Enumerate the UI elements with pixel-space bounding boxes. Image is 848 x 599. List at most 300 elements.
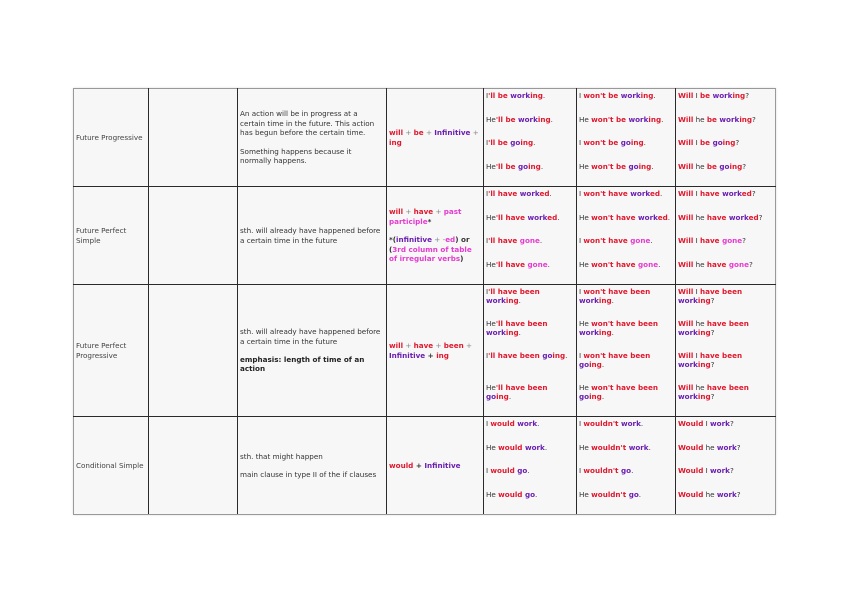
text-segment: Infinitive — [424, 460, 461, 470]
text-segment: . — [658, 259, 661, 269]
text-segment: . — [651, 161, 654, 171]
question-example — [678, 383, 773, 415]
text-segment: work — [486, 296, 506, 306]
text-segment: . — [518, 328, 521, 338]
text-segment: go — [719, 161, 730, 171]
text-segment: work — [510, 91, 531, 100]
formula-line — [389, 235, 481, 263]
question-example — [678, 91, 773, 115]
affirmative-example — [486, 287, 574, 319]
text-segment: + — [423, 128, 435, 138]
affirmative-example — [486, 260, 574, 284]
affirmative-example — [486, 91, 574, 115]
text-segment: . — [527, 466, 530, 475]
text-segment: past participle — [389, 207, 462, 226]
text-segment: He — [579, 161, 592, 171]
text-segment: won't be — [583, 91, 621, 100]
text-segment: . — [650, 236, 653, 245]
text-segment: . — [508, 392, 512, 402]
text-segment: Infinitive — [389, 350, 426, 360]
text-segment: ed — [539, 189, 550, 198]
question-example — [678, 213, 773, 237]
formula-line — [389, 207, 481, 226]
text-segment: I — [703, 466, 711, 475]
text-segment: . — [537, 419, 540, 428]
text-segment: ing — [697, 360, 711, 370]
empty-cell — [149, 285, 238, 417]
text-segment: Will — [678, 319, 694, 328]
text-segment: go — [524, 489, 536, 499]
text-segment: + — [463, 341, 473, 351]
text-segment: . — [660, 189, 663, 198]
text-segment: * — [427, 216, 432, 226]
text-segment: go — [628, 161, 639, 171]
text-segment: ? — [736, 442, 741, 452]
text-segment: have been — [706, 319, 749, 328]
empty-cell — [149, 187, 238, 285]
text-segment: he — [703, 442, 717, 452]
text-segment: He — [486, 161, 496, 171]
text-segment: I — [693, 138, 701, 147]
affirmative-example — [486, 351, 574, 383]
text-segment: infinitive — [396, 235, 432, 245]
text-segment: + — [425, 350, 437, 360]
affirmative-examples-cell — [484, 417, 577, 515]
negative-example — [579, 162, 673, 186]
text-segment: ? — [710, 360, 715, 370]
negative-example — [579, 91, 673, 115]
text-segment: He — [579, 442, 592, 452]
usage-description-cell — [238, 89, 387, 187]
question-example — [678, 115, 773, 139]
text-segment: work — [524, 442, 545, 452]
negative-example — [579, 213, 673, 237]
text-segment: Would — [678, 442, 704, 452]
text-segment: work — [517, 419, 538, 428]
text-segment: won't be — [591, 114, 629, 124]
tense-name-cell: Future Perfect Progressive — [74, 285, 149, 417]
negative-example — [579, 490, 673, 514]
text-segment: ing — [598, 328, 612, 338]
negative-example — [579, 189, 673, 213]
text-segment: + — [433, 207, 444, 217]
usage-text: Something happens because it normally happens. — [240, 146, 352, 166]
text-segment: ed — [547, 212, 558, 222]
text-segment: go — [628, 489, 639, 499]
text-segment: . — [631, 466, 634, 475]
text-segment: he — [693, 259, 707, 269]
question-example — [678, 138, 773, 162]
text-segment: ? — [710, 392, 715, 402]
text-segment: ing — [648, 114, 662, 124]
text-segment: ? — [710, 296, 715, 306]
text-segment: ing — [722, 138, 736, 147]
text-segment: work — [638, 212, 658, 222]
text-segment: ing — [389, 137, 402, 147]
text-segment: go — [620, 138, 631, 147]
text-segment: I — [486, 351, 489, 360]
text-segment: . — [653, 91, 656, 100]
negative-examples-cell — [577, 89, 676, 187]
text-segment: work — [722, 189, 742, 198]
text-segment: work — [710, 419, 730, 428]
text-segment: ing — [528, 161, 541, 171]
text-segment: I — [579, 138, 584, 147]
text-segment: be — [700, 138, 713, 147]
text-segment: He — [579, 319, 592, 328]
affirmative-example — [486, 162, 574, 186]
affirmative-example — [486, 189, 574, 213]
text-segment: Will — [678, 114, 694, 124]
text-segment: be — [706, 114, 720, 124]
text-segment: He — [486, 383, 496, 392]
text-segment: . — [601, 392, 605, 402]
text-segment: ed — [748, 212, 759, 222]
text-segment: I — [486, 91, 489, 100]
text-segment: have — [413, 207, 434, 217]
text-segment: ? — [745, 91, 750, 100]
text-segment: Will — [678, 91, 694, 100]
text-segment: . — [542, 91, 546, 100]
text-segment: ing — [552, 351, 566, 360]
text-segment: Will — [678, 259, 694, 269]
text-segment: 'll have been — [495, 319, 548, 328]
text-segment: will — [389, 207, 404, 217]
text-segment: He — [486, 442, 499, 452]
text-segment: he — [693, 161, 707, 171]
question-example — [678, 466, 773, 490]
text-segment: 'll be — [488, 138, 511, 147]
negative-example — [579, 383, 673, 415]
form-formula-cell — [387, 417, 484, 515]
text-segment: He — [486, 212, 496, 222]
text-segment: Will — [678, 236, 694, 245]
text-segment: work — [628, 114, 649, 124]
text-segment: I — [579, 466, 584, 475]
negative-example — [579, 260, 673, 284]
affirmative-examples-cell — [484, 187, 577, 285]
text-segment: I — [579, 91, 584, 100]
text-segment: I — [486, 466, 491, 475]
tenses-table — [73, 88, 776, 515]
text-segment: Will — [678, 161, 694, 171]
text-segment: ing — [530, 91, 543, 100]
text-segment: ing — [537, 114, 551, 124]
affirmative-example — [486, 213, 574, 237]
text-segment: wouldn't — [591, 489, 629, 499]
formula-line — [389, 128, 481, 147]
text-segment: go — [712, 138, 723, 147]
question-examples-cell — [676, 285, 776, 417]
text-segment: I — [693, 287, 701, 296]
text-segment: ing — [436, 350, 449, 360]
text-segment: I — [579, 287, 584, 296]
negative-example — [579, 443, 673, 467]
text-segment: work — [630, 189, 650, 198]
text-segment: ing — [697, 392, 711, 402]
text-segment: ed — [650, 189, 661, 198]
negative-examples-cell — [577, 417, 676, 515]
form-formula-cell — [387, 285, 484, 417]
text-segment: ing — [697, 328, 711, 338]
text-segment: . — [544, 442, 548, 452]
text-segment: work — [678, 392, 698, 402]
question-example — [678, 443, 773, 467]
text-segment: won't have been — [583, 287, 651, 296]
text-segment: . — [550, 114, 553, 124]
negative-example — [579, 419, 673, 443]
text-segment: I — [579, 351, 584, 360]
text-segment: ing — [589, 360, 602, 370]
text-segment: I — [579, 189, 584, 198]
text-segment: ing — [505, 296, 519, 306]
text-segment: He — [579, 259, 592, 269]
text-segment: He — [486, 319, 496, 328]
text-segment: . — [611, 328, 614, 338]
text-segment: He — [579, 489, 592, 499]
text-segment: work — [486, 328, 506, 338]
text-segment: gone — [638, 259, 659, 269]
text-segment: won't be — [583, 138, 621, 147]
question-example — [678, 162, 773, 186]
text-segment: ? — [729, 466, 734, 475]
text-segment: will — [389, 341, 404, 351]
text-segment: ? — [751, 189, 756, 198]
negative-example — [579, 351, 673, 383]
text-segment: . — [549, 189, 552, 198]
negative-example — [579, 236, 673, 260]
text-segment: ing — [505, 328, 519, 338]
text-segment: ? — [729, 419, 734, 428]
text-segment: 'll have — [495, 259, 528, 269]
text-segment: I — [579, 419, 584, 428]
text-segment: go — [620, 466, 632, 475]
text-segment: . — [661, 114, 664, 124]
text-segment: . — [640, 419, 644, 428]
affirmative-example — [486, 319, 574, 351]
text-segment: won't have been — [591, 383, 658, 392]
text-segment: he — [703, 489, 717, 499]
text-segment: ? — [735, 138, 740, 147]
table-row — [74, 89, 776, 187]
text-segment: work — [678, 360, 698, 370]
text-segment: ing — [739, 114, 753, 124]
text-segment: I — [693, 91, 701, 100]
text-segment: he — [693, 319, 707, 328]
text-segment: ing — [697, 296, 711, 306]
text-segment: Infinitive — [434, 128, 471, 138]
text-segment: . — [535, 489, 538, 499]
text-segment: ing — [496, 392, 509, 402]
text-segment: work — [620, 419, 641, 428]
text-segment: Will — [678, 351, 694, 360]
table-row — [74, 187, 776, 285]
text-segment: will — [389, 128, 404, 138]
affirmative-example — [486, 138, 574, 162]
text-segment: would — [490, 466, 518, 475]
text-segment: go — [510, 138, 521, 147]
text-segment: . — [667, 212, 671, 222]
text-segment: work — [678, 296, 698, 306]
text-segment: 'll have been — [488, 351, 543, 360]
affirmative-example — [486, 236, 574, 260]
text-segment: work — [678, 328, 698, 338]
text-segment: have been — [700, 287, 743, 296]
text-segment: 'll be — [495, 114, 518, 124]
text-segment: ing — [589, 392, 602, 402]
table-row — [74, 417, 776, 515]
negative-examples-cell — [577, 285, 676, 417]
text-segment: go — [579, 392, 590, 402]
affirmative-example — [486, 419, 574, 443]
text-segment: gone — [728, 259, 749, 269]
text-segment: I — [693, 351, 701, 360]
question-example — [678, 319, 773, 351]
text-segment: ing — [640, 91, 654, 100]
text-segment: . — [648, 442, 651, 452]
text-segment: have — [700, 189, 723, 198]
usage-text: sth. that might happen — [240, 451, 323, 461]
text-segment: I — [486, 287, 489, 296]
text-segment: work — [519, 189, 540, 198]
text-segment: been — [443, 341, 464, 351]
text-segment: won't have — [583, 236, 631, 245]
usage-text: sth. will already have happened before a certain time in the future — [240, 327, 381, 346]
text-segment: won't have — [591, 259, 638, 269]
text-segment: work — [712, 91, 733, 100]
text-segment: Would — [678, 466, 704, 475]
usage-text: main clause in type II of the if clauses — [240, 470, 377, 479]
text-segment: 'll have — [488, 189, 520, 198]
text-segment: ? — [748, 259, 753, 269]
text-segment: ? — [758, 212, 763, 222]
question-example — [678, 287, 773, 319]
text-segment: gone — [630, 236, 651, 245]
text-segment: have been — [706, 383, 749, 392]
affirmative-example — [486, 490, 574, 514]
text-segment: would — [389, 460, 414, 470]
text-segment: Will — [678, 212, 694, 222]
text-segment: ing — [630, 138, 644, 147]
text-segment: . — [539, 236, 543, 245]
text-segment: ? — [742, 161, 747, 171]
text-segment: ing — [732, 91, 746, 100]
text-segment: wouldn't — [583, 419, 621, 428]
text-segment: . — [518, 296, 521, 306]
text-segment: 'll have been — [495, 383, 548, 392]
text-segment: . — [557, 212, 560, 222]
text-segment: work — [517, 114, 538, 124]
text-segment: ? — [742, 236, 746, 245]
text-segment: be — [700, 91, 713, 100]
table-row — [74, 285, 776, 417]
text-segment: work — [728, 212, 749, 222]
text-segment: ed — [741, 189, 752, 198]
text-segment: would — [498, 489, 525, 499]
text-segment: work — [579, 296, 599, 306]
tense-name-cell: Future Perfect Simple — [74, 187, 149, 285]
text-segment: won't have — [583, 189, 631, 198]
affirmative-examples-cell — [484, 89, 577, 187]
text-segment: go — [579, 360, 590, 370]
tense-name-cell: Conditional Simple — [74, 417, 149, 515]
text-segment: 'll be — [495, 161, 518, 171]
text-segment: Would — [678, 489, 704, 499]
text-segment: won't have — [591, 212, 638, 222]
text-segment: work — [710, 466, 730, 475]
text-segment: work — [716, 489, 737, 499]
text-segment: have — [700, 236, 723, 245]
text-segment: work — [716, 442, 737, 452]
text-segment: ) or ( — [389, 235, 470, 254]
usage-description-cell — [238, 187, 387, 285]
text-segment: won't be — [591, 161, 629, 171]
empty-cell — [149, 417, 238, 515]
text-segment: He — [579, 383, 592, 392]
empty-cell — [149, 89, 238, 187]
usage-text: sth. will already have happened before a certain time in the future — [240, 226, 381, 245]
text-segment: . — [601, 360, 605, 370]
text-segment: 3rd column of table of irregular verbs — [389, 244, 472, 264]
text-segment: he — [693, 212, 707, 222]
negative-examples-cell — [577, 187, 676, 285]
text-segment: I — [486, 138, 489, 147]
text-segment: won't have been — [591, 319, 658, 328]
affirmative-example — [486, 383, 574, 415]
tenses-table-body — [74, 89, 776, 515]
text-segment: ing — [520, 138, 534, 147]
question-example — [678, 490, 773, 514]
text-segment: go — [517, 161, 529, 171]
text-segment: I — [486, 236, 489, 245]
form-formula-cell — [387, 187, 484, 285]
text-segment: ? — [752, 114, 756, 124]
text-segment: go — [542, 351, 553, 360]
usage-emphasis-text: emphasis: length of time of an action — [240, 355, 365, 374]
text-segment: 'll have — [495, 212, 528, 222]
text-segment: . — [611, 296, 614, 306]
question-examples-cell — [676, 417, 776, 515]
text-segment: Will — [678, 138, 694, 147]
tense-name-cell: Future Progressive — [74, 89, 149, 187]
question-example — [678, 189, 773, 213]
text-segment: Will — [678, 383, 694, 392]
text-segment: + — [403, 341, 414, 351]
affirmative-example — [486, 443, 574, 467]
text-segment: He — [579, 212, 592, 222]
text-segment: ing — [638, 161, 652, 171]
text-segment: . — [565, 351, 568, 360]
negative-example — [579, 319, 673, 351]
text-segment: + — [433, 341, 444, 351]
text-segment: have — [413, 341, 434, 351]
text-segment: ) — [460, 254, 464, 264]
text-segment: have — [706, 212, 729, 222]
affirmative-examples-cell — [484, 285, 577, 417]
usage-text: An action will be in progress at a certain time in the future. This action has begun before the certain time. — [240, 109, 375, 138]
text-segment: I — [703, 419, 711, 428]
text-segment: + - — [432, 235, 446, 245]
usage-description-cell — [238, 417, 387, 515]
text-segment: *( — [389, 235, 397, 245]
negative-example — [579, 115, 673, 139]
text-segment: have — [706, 259, 729, 269]
question-example — [678, 351, 773, 383]
text-segment: Would — [678, 419, 704, 428]
question-examples-cell — [676, 89, 776, 187]
text-segment: 'll have been — [488, 287, 540, 296]
text-segment: . — [547, 259, 550, 269]
